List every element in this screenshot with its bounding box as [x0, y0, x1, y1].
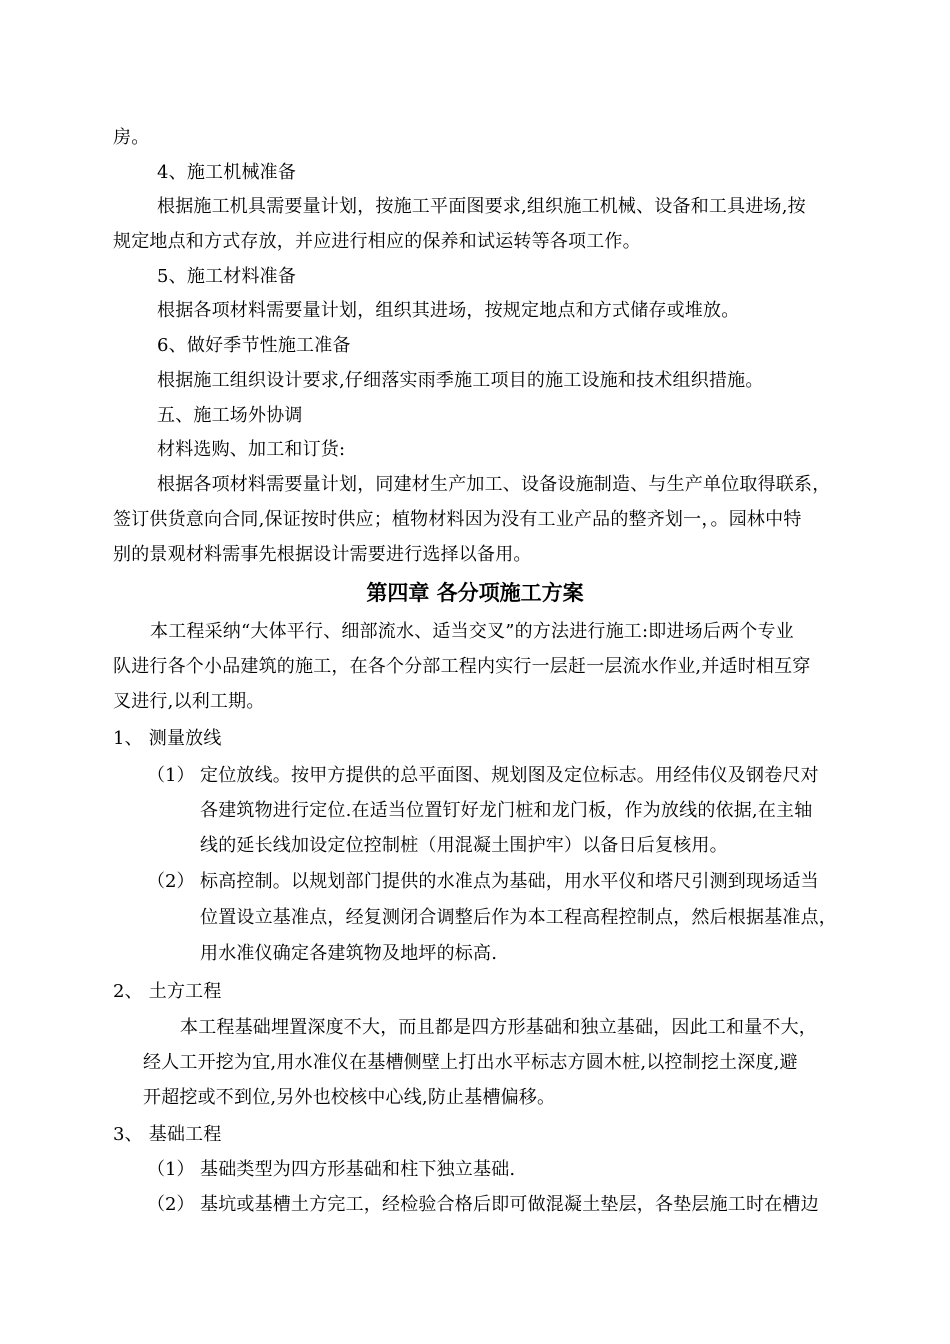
- paragraph-line: 规定地点和方式存放，并应进行相应的保养和试运转等各项工作。: [113, 231, 641, 252]
- list-number: （2）: [147, 871, 195, 892]
- list-item-line: 位置设立基准点，经复测闭合调整后作为本工程高程控制点，然后根据基准点，: [200, 907, 837, 928]
- paragraph-line: 叉进行,以利工期。: [113, 691, 265, 712]
- paragraph-line: 队进行各个小品建筑的施工，在各个分部工程内实行一层赶一层流水作业,并适时相互穿: [113, 656, 811, 677]
- paragraph-line: 经人工开挖为宜,用水准仪在基槽侧壁上打出水平标志方圆木桩,以控制挖土深度,避: [143, 1052, 798, 1073]
- paragraph-line: 本工程基础埋置深度不大，而且都是四方形基础和独立基础，因此工和量不大，: [180, 1017, 817, 1038]
- list-item-line: 线的延长线加设定位控制桩（用混凝土围护牢）以备日后复核用。: [200, 835, 728, 856]
- paragraph-line: 根据施工组织设计要求,仔细落实雨季施工项目的施工设施和技术组织措施。: [157, 370, 764, 391]
- paragraph-line: 材料选购、加工和订货:: [157, 439, 346, 460]
- list-number: （2）: [147, 1194, 195, 1215]
- section-heading: 1、 测量放线: [113, 728, 222, 749]
- list-number: （1）: [147, 1159, 195, 1180]
- section-heading: 3、 基础工程: [113, 1124, 222, 1145]
- list-item-line: 基础类型为四方形基础和柱下独立基础.: [200, 1159, 516, 1180]
- paragraph-line: 根据各项材料需要量计划，组织其进场，按规定地点和方式储存或堆放。: [157, 300, 740, 321]
- list-item-line: 标高控制。以规划部门提供的水准点为基础，用水平仪和塔尺引测到现场适当: [200, 871, 819, 892]
- list-item-line: 各建筑物进行定位.在适当位置钉好龙门桩和龙门板，作为放线的依据,在主轴: [200, 800, 813, 821]
- paragraph-line: 开超挖或不到位,另外也校核中心线,防止基槽偏移。: [143, 1087, 556, 1108]
- paragraph-line: 根据施工机具需要量计划，按施工平面图要求,组织施工机械、设备和工具进场,按: [157, 196, 806, 217]
- paragraph-line: 本工程采纳“大体平行、细部流水、适当交叉”的方法进行施工:即进场后两个专业: [150, 621, 794, 642]
- list-item-line: 基坑或基槽土方完工，经检验合格后即可做混凝土垫层，各垫层施工时在槽边: [200, 1194, 819, 1215]
- list-item-line: 定位放线。按甲方提供的总平面图、规划图及定位标志。用经伟仪及钢卷尺对: [200, 765, 819, 786]
- section-heading: 五、施工场外协调: [157, 405, 303, 426]
- subsection-heading: 4、施工机械准备: [157, 162, 297, 183]
- subsection-heading: 6、做好季节性施工准备: [157, 335, 351, 356]
- chapter-title: 第四章 各分项施工方案: [366, 580, 584, 605]
- paragraph-line: 房。: [113, 127, 150, 148]
- paragraph-line: 根据各项材料需要量计划，同建材生产加工、设备设施制造、与生产单位取得联系，: [157, 474, 831, 495]
- list-number: （1）: [147, 765, 195, 786]
- paragraph-line: 别的景观材料需事先根据设计需要进行选择以备用。: [113, 544, 532, 565]
- list-item-line: 用水准仪确定各建筑物及地坪的标高.: [200, 943, 498, 964]
- subsection-heading: 5、施工材料准备: [157, 266, 297, 287]
- paragraph-line: 签订供货意向合同,保证按时供应；植物材料因为没有工业产品的整齐划一，。园林中特: [113, 509, 802, 530]
- section-heading: 2、 土方工程: [113, 981, 222, 1002]
